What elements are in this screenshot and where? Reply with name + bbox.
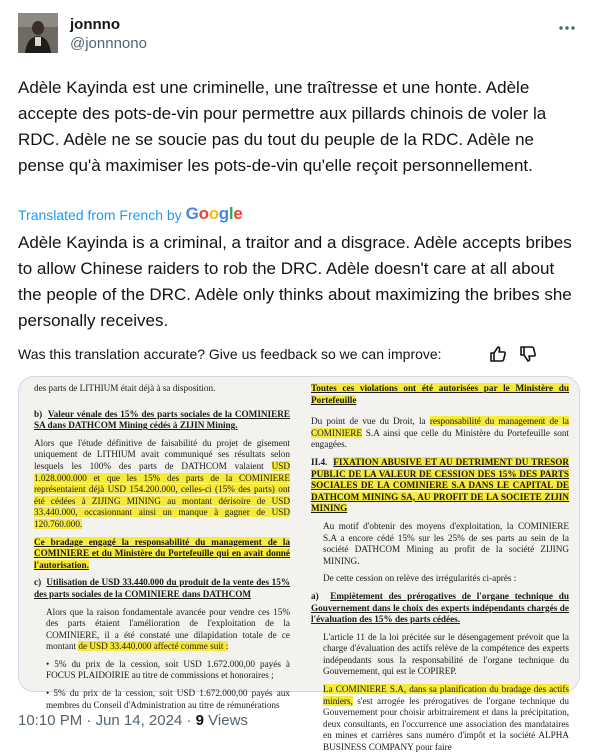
doc-heading-prefix: II.4. [311,456,328,467]
doc-text: 5% du prix de la cession, soit USD 1.672.000,00 payés à FOCUS PLAIDOIRIE au titre de commissions et honoraires ; [46,658,290,681]
doc-line [311,383,569,406]
doc-heading-prefix: c) [34,577,42,588]
document-left-column [34,377,291,710]
thumbs-up-button[interactable] [488,344,508,364]
doc-text: 5% du prix de la cession, soit USD 1.672.000,00 payés aux membres du Conseil d'Administration au titre de rémunérations [46,688,291,710]
more-options-button[interactable] [556,17,578,39]
doc-text: Du point de vue du Droit, la [311,416,430,427]
tweet-date[interactable]: Jun 14, 2024 [95,712,183,729]
doc-highlight: USD 1.028.000.000 et que les 15% des parts de la COMINIERE représentaient déjà USD 154.200.000, celles-ci (15% des parts) ont été cédées à ZIJING MINING au montant dérisoire de USD 33.440.000, occasionnant ainsi un manque à gagner de USD 120.760.000. [34,460,290,529]
doc-paragraph [34,438,290,531]
user-handle[interactable]: @jonnnono [70,35,147,52]
doc-paragraph: L'article 11 de la loi précitée sur le désengagement prévoit que la charge d'évaluation des actifs relève de la compétence des experts indépendants sous la responsabilité de l'organe technique du Gouvernement, qui est le COPIREP. [323,631,569,677]
separator: · [186,712,192,729]
doc-heading-a [311,591,569,626]
translation-feedback [18,343,578,365]
more-horizontal-icon [557,18,577,38]
doc-heading-text: Valeur vénale des 15% des parts sociales de la COMINIERE SA dans DATHCOM Mining cédés à ZIJIN Mining. [34,408,291,431]
tweet-original-text: Adèle Kayinda est une criminelle, une traîtresse et une honte. Adèle accepte des pots-de-vin pour permettre aux pillards chinois de voler la RDC. Adèle ne se soucie pas du tout du peuple de la RDC. Adèle ne pense qu'à maximiser les pots-de-vin qu'elle reçoit personnellement. [18,78,547,175]
thumbs-down-button[interactable] [518,344,538,364]
doc-text: s'est arrogée les prérogatives de l'organe technique du Gouvernement pour choisir arbitrairement et dans la précipitation, deux consultants, en l'occurrence une association des mandataires en mines et carrières sans numéro d'impôt et la société ALPHA BUSINESS COMPANY pour faire [323,695,569,753]
thumbs-up-icon [488,344,508,364]
tweet-time[interactable]: 10:10 PM [18,712,83,729]
doc-bullet: • 5% du prix de la cession, soit USD 1.672.000,00 payés aux membres du Conseil d'Administration au titre de rémunérations [46,688,291,710]
author-names [70,15,147,54]
doc-text: Alors que l'étude définitive de faisabilité du projet de gisement uniquement de LITHIUM avait communiqué ses résultats selon lesquels les 100% des parts de DATHCOM valaient [34,437,290,471]
doc-paragraph [34,607,290,653]
doc-heading-c [34,577,290,600]
doc-highlight: de USD 33.440.000 affecté comme suit : [78,641,229,652]
tweet-header [18,11,580,61]
doc-heading-prefix: b) [34,408,43,419]
thumbs-down-icon [518,344,538,364]
doc-heading-ii4 [311,457,569,515]
doc-paragraph [34,537,290,572]
doc-line: des parts de LITHIUM était déjà à sa disposition. [34,383,216,393]
doc-heading-text: Utilisation de USD 33.440.000 du produit de la vente des 15% des parts sociales de la COMINIERE dans DATHCOM [34,577,291,599]
doc-highlight: La COMINIERE S.A, dans sa planification du bradage des actifs miniers, [323,684,569,706]
doc-paragraph [311,416,569,451]
doc-bullet: • 5% du prix de la cession, soit USD 1.672.000,00 payés à FOCUS PLAIDOIRIE au titre de commissions et honoraires ; [46,658,290,681]
tweet-timestamp [18,711,248,731]
doc-paragraph [311,684,569,754]
document-right-column [311,377,570,753]
doc-paragraph: De cette cession on relève des irrégularités ci-après : [323,573,517,584]
doc-heading-text: Empiètement des prérogatives de l'organe technique du Gouvernement dans le choix des experts indépendants chargés de l'évaluation des 15% des parts cédées. [311,590,570,625]
doc-text: S.A ainsi que celle du Ministère du Portefeuille sont engagées. [311,427,569,450]
doc-highlight: responsabilité du management de la COMINIERE [311,416,570,438]
feedback-prompt: Was this translation accurate? Give us feedback so we can improve: [18,346,442,362]
separator: · [86,712,92,729]
display-name[interactable]: jonnno [70,16,120,33]
google-logo: Google [185,204,243,223]
doc-paragraph: Au motif d'obtenir des moyens d'exploitation, la COMINIERE S.A a encore cédé 15% sur les 25% de ses parts au sein de la société DATHCOM Mining au profit de la société ZIJING MINING. [323,520,569,566]
avatar[interactable] [18,13,58,53]
tweet-translation-text: Adèle Kayinda is a criminal, a traitor and a disgrace. Adèle accepts bribes to allow Chinese raiders to rob the DRC. Adèle doesn't care at all about the people of the DRC. Adèle only thinks about maximizing the bribes she personally receives. [18,233,572,330]
doc-heading-prefix: a) [311,590,319,601]
doc-highlight: Toutes ces violations ont été autorisées par le Ministère du Portefeuille [311,383,569,405]
doc-highlight: FIXATION ABUSIVE ET AU DETRIMENT DU TRESOR PUBLIC DE LA VALEUR DE CESSION DES 15% DES PARTS SOCIALES DE LA COMINIERE S.A DANS LE CAPITAL DE DATHCOM MINING SA, AU PROFIT DE LA SOCIETE ZIJIN MINING [311,456,569,514]
doc-highlight: Ce bradage engagé la responsabilité du management de la COMINIERE et du Ministère du Portefeuille qui en avait donné l'autorisation. [34,536,290,570]
views-count: 9 [195,712,204,729]
doc-heading-b [34,409,290,432]
views-label: Views [208,712,248,729]
translation-attribution [18,205,242,225]
doc-text: Alors que la raison fondamentale avancée pour vendre ces 15% des parts étaient l'amélioration de l'exploitation de la COMINIERE, il a été constaté une dilapidation totale de ce montant [46,606,290,652]
translated-from-link[interactable]: Translated from French by [18,207,182,223]
